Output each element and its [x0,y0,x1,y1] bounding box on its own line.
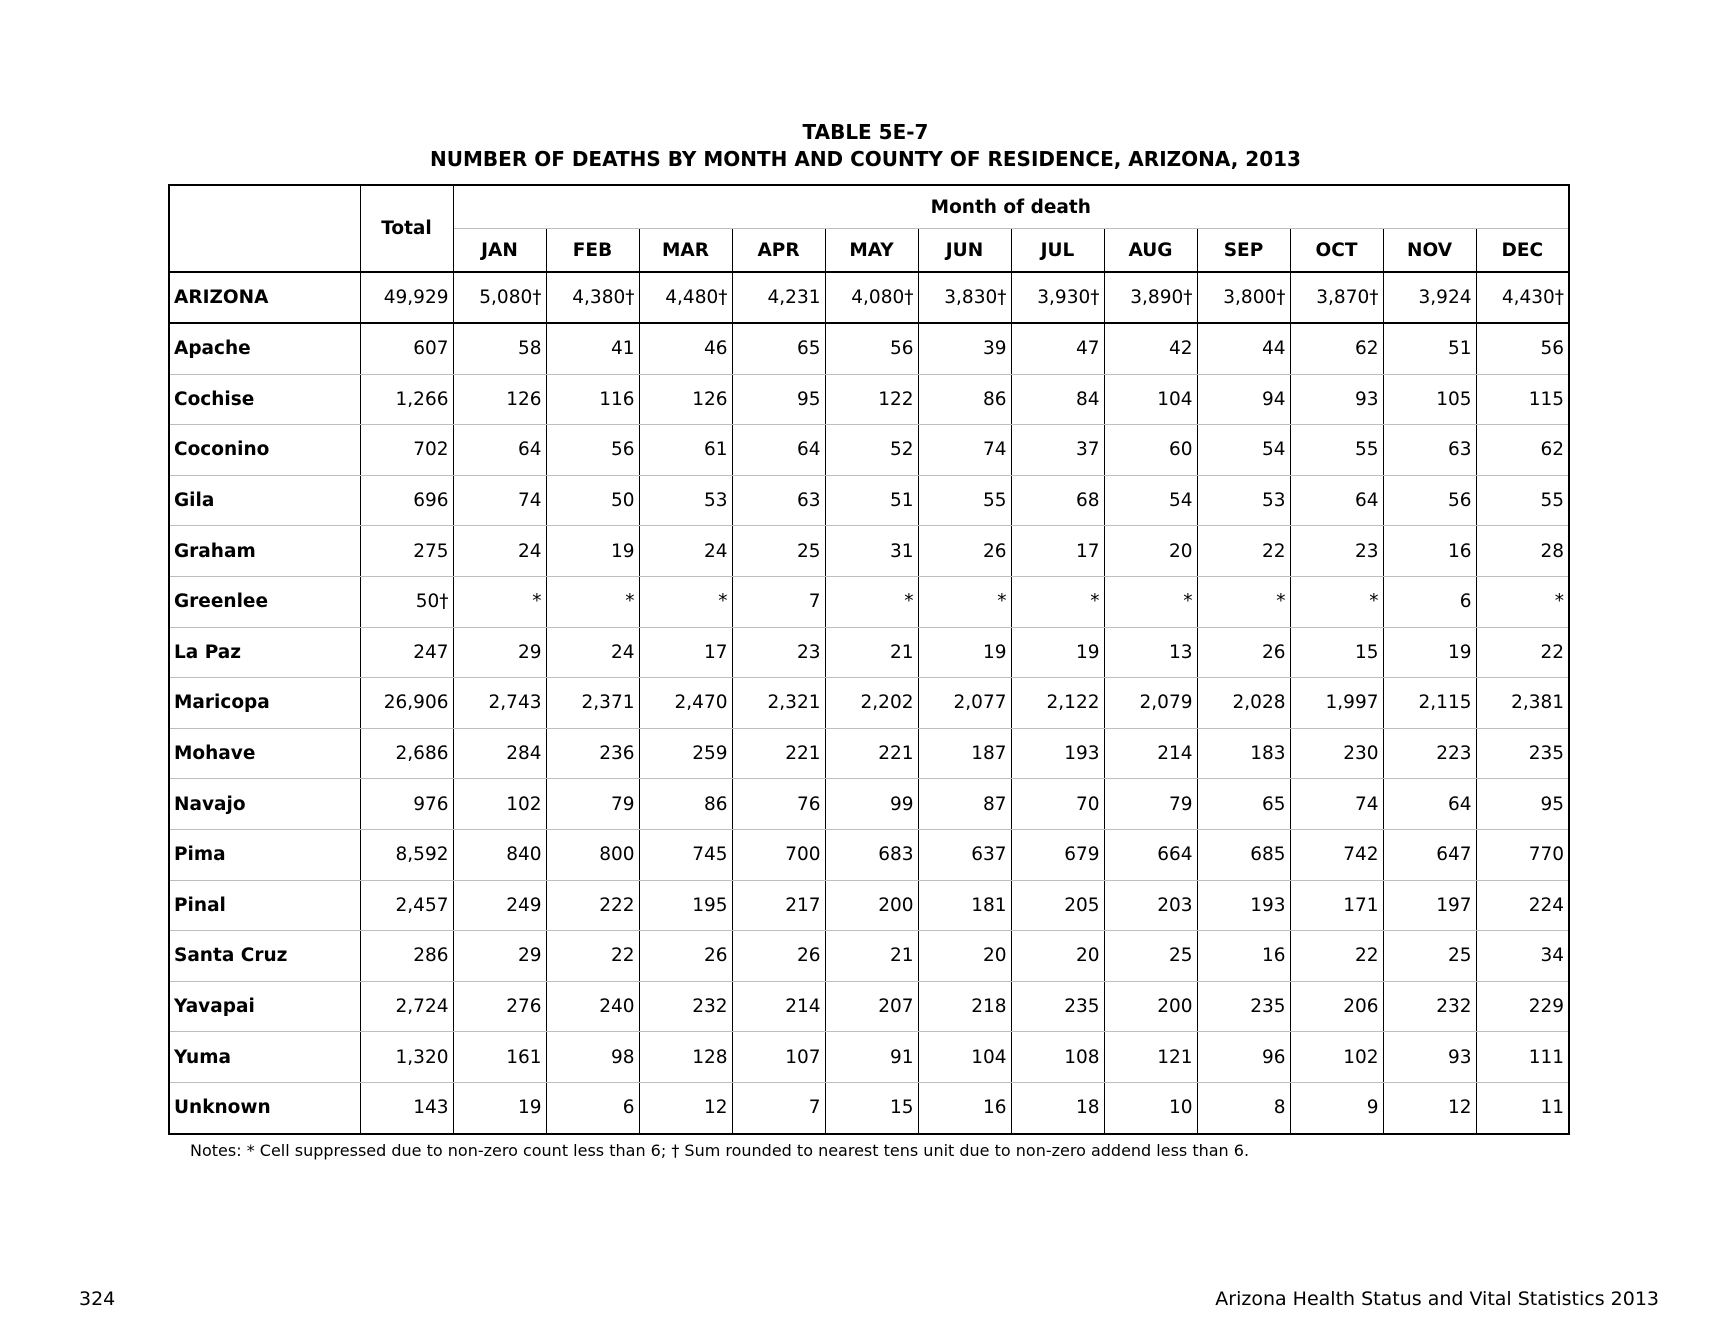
month-cell-aug: 2,079 [1104,678,1197,729]
month-header-dec: DEC [1476,229,1569,273]
month-cell-aug: * [1104,576,1197,627]
month-cell-jul: 17 [1011,526,1104,577]
month-header-jan: JAN [453,229,546,273]
month-cell-dec: 229 [1476,981,1569,1032]
month-cell-apr: 95 [732,374,825,425]
month-cell-mar: 53 [639,475,732,526]
month-cell-jun: 39 [918,323,1011,374]
month-cell-feb: 19 [546,526,639,577]
month-cell-dec: 235 [1476,728,1569,779]
month-cell-jan: 284 [453,728,546,779]
month-cell-aug: 20 [1104,526,1197,577]
month-cell-jun: 181 [918,880,1011,931]
month-cell-aug: 664 [1104,829,1197,880]
month-cell-nov: 647 [1383,829,1476,880]
row-label: Santa Cruz [169,931,360,982]
county-row [169,931,1569,982]
month-cell-apr: 7 [732,576,825,627]
county-row [169,475,1569,526]
month-cell-feb: * [546,576,639,627]
month-cell-jul: 108 [1011,1032,1104,1083]
month-cell-sep: 685 [1197,829,1290,880]
month-cell-feb: 116 [546,374,639,425]
month-cell-may: 51 [825,475,918,526]
month-cell-mar: 195 [639,880,732,931]
month-cell-dec: 111 [1476,1032,1569,1083]
total-cell: 247 [360,627,453,678]
month-cell-jun: 20 [918,931,1011,982]
month-cell-feb: 98 [546,1032,639,1083]
month-cell-apr: 214 [732,981,825,1032]
month-cell-dec: 4,430† [1476,272,1569,323]
month-cell-sep: 22 [1197,526,1290,577]
month-cell-jan: 840 [453,829,546,880]
month-cell-jun: 3,830† [918,272,1011,323]
month-cell-jan: 24 [453,526,546,577]
month-cell-aug: 214 [1104,728,1197,779]
month-cell-feb: 222 [546,880,639,931]
month-cell-nov: 3,924 [1383,272,1476,323]
month-cell-oct: 93 [1290,374,1383,425]
month-cell-may: 221 [825,728,918,779]
month-cell-may: 99 [825,779,918,830]
county-row [169,880,1569,931]
month-cell-sep: 94 [1197,374,1290,425]
month-header-sep: SEP [1197,229,1290,273]
month-cell-jul: 70 [1011,779,1104,830]
month-cell-jan: 64 [453,425,546,476]
month-cell-feb: 24 [546,627,639,678]
month-cell-nov: 63 [1383,425,1476,476]
month-cell-sep: 3,800† [1197,272,1290,323]
total-cell: 26,906 [360,678,453,729]
month-cell-sep: 96 [1197,1032,1290,1083]
month-cell-aug: 42 [1104,323,1197,374]
total-cell: 50† [360,576,453,627]
month-cell-feb: 240 [546,981,639,1032]
total-cell: 2,457 [360,880,453,931]
row-label: Greenlee [169,576,360,627]
month-cell-may: 4,080† [825,272,918,323]
county-row [169,425,1569,476]
month-cell-oct: 9 [1290,1082,1383,1133]
month-cell-may: 91 [825,1032,918,1083]
county-row [169,576,1569,627]
month-cell-aug: 203 [1104,880,1197,931]
month-cell-jan: 29 [453,931,546,982]
county-row [169,779,1569,830]
month-cell-nov: 105 [1383,374,1476,425]
month-cell-mar: 259 [639,728,732,779]
month-cell-aug: 10 [1104,1082,1197,1133]
table-body [169,272,1569,1134]
month-cell-may: 56 [825,323,918,374]
publication-title: Arizona Health Status and Vital Statistics 2013 [1215,1288,1659,1310]
total-cell: 49,929 [360,272,453,323]
row-label: Gila [169,475,360,526]
month-cell-dec: 115 [1476,374,1569,425]
row-label: ARIZONA [169,272,360,323]
month-cell-jul: 3,930† [1011,272,1104,323]
month-cell-mar: 232 [639,981,732,1032]
month-cell-sep: 65 [1197,779,1290,830]
total-cell: 976 [360,779,453,830]
month-cell-aug: 13 [1104,627,1197,678]
month-cell-jul: 20 [1011,931,1104,982]
row-label: Navajo [169,779,360,830]
month-cell-dec: 28 [1476,526,1569,577]
month-cell-mar: 745 [639,829,732,880]
month-cell-jan: 2,743 [453,678,546,729]
month-cell-jun: 16 [918,1082,1011,1133]
month-cell-oct: 171 [1290,880,1383,931]
month-cell-jul: 19 [1011,627,1104,678]
month-cell-jun: 218 [918,981,1011,1032]
month-cell-feb: 22 [546,931,639,982]
county-row [169,526,1569,577]
total-cell: 702 [360,425,453,476]
month-cell-dec: 224 [1476,880,1569,931]
month-cell-sep: 16 [1197,931,1290,982]
month-header-may: MAY [825,229,918,273]
month-cell-dec: 770 [1476,829,1569,880]
month-cell-dec: 22 [1476,627,1569,678]
month-cell-mar: * [639,576,732,627]
month-cell-jun: 19 [918,627,1011,678]
month-cell-nov: 197 [1383,880,1476,931]
month-cell-oct: 55 [1290,425,1383,476]
month-cell-jan: 126 [453,374,546,425]
month-cell-dec: 11 [1476,1082,1569,1133]
month-cell-mar: 46 [639,323,732,374]
month-cell-mar: 24 [639,526,732,577]
month-cell-oct: 15 [1290,627,1383,678]
month-cell-nov: 12 [1383,1082,1476,1133]
table-notes: Notes: * Cell suppressed due to non-zero count less than 6; † Sum rounded to nearest tens unit due to non-zero addend less than 6. [190,1141,1250,1160]
month-cell-jul: * [1011,576,1104,627]
month-cell-feb: 2,371 [546,678,639,729]
month-cell-jun: * [918,576,1011,627]
month-cell-jun: 74 [918,425,1011,476]
table-number: TABLE 5E-7 [802,120,929,144]
month-cell-aug: 3,890† [1104,272,1197,323]
month-cell-jul: 205 [1011,880,1104,931]
month-cell-may: 15 [825,1082,918,1133]
row-label: Yavapai [169,981,360,1032]
month-cell-apr: 76 [732,779,825,830]
month-cell-nov: 19 [1383,627,1476,678]
month-cell-aug: 79 [1104,779,1197,830]
month-cell-jul: 84 [1011,374,1104,425]
row-label: Cochise [169,374,360,425]
month-cell-jan: 276 [453,981,546,1032]
header-row-group [169,185,1569,229]
month-cell-apr: 64 [732,425,825,476]
month-cell-jan: 74 [453,475,546,526]
row-label: Coconino [169,425,360,476]
month-cell-sep: 54 [1197,425,1290,476]
month-cell-dec: 56 [1476,323,1569,374]
total-cell: 2,686 [360,728,453,779]
total-cell: 1,266 [360,374,453,425]
month-cell-oct: 742 [1290,829,1383,880]
total-header: Total [360,185,453,272]
month-cell-nov: 2,115 [1383,678,1476,729]
month-cell-aug: 25 [1104,931,1197,982]
month-cell-sep: 8 [1197,1082,1290,1133]
month-cell-dec: 2,381 [1476,678,1569,729]
month-cell-oct: 23 [1290,526,1383,577]
month-cell-nov: 6 [1383,576,1476,627]
month-header-aug: AUG [1104,229,1197,273]
month-cell-jan: 29 [453,627,546,678]
month-cell-oct: 1,997 [1290,678,1383,729]
month-cell-dec: 34 [1476,931,1569,982]
month-cell-may: 207 [825,981,918,1032]
month-cell-aug: 121 [1104,1032,1197,1083]
month-cell-oct: 22 [1290,931,1383,982]
county-row [169,1082,1569,1133]
page-number: 324 [79,1288,116,1310]
row-label: Pima [169,829,360,880]
month-cell-mar: 12 [639,1082,732,1133]
month-cell-aug: 104 [1104,374,1197,425]
month-cell-feb: 4,380† [546,272,639,323]
month-cell-mar: 4,480† [639,272,732,323]
row-label: Maricopa [169,678,360,729]
month-cell-aug: 54 [1104,475,1197,526]
total-cell: 2,724 [360,981,453,1032]
month-cell-sep: 235 [1197,981,1290,1032]
month-cell-oct: * [1290,576,1383,627]
month-group-header: Month of death [453,185,1569,229]
month-cell-oct: 230 [1290,728,1383,779]
county-row [169,374,1569,425]
county-row [169,728,1569,779]
month-header-jun: JUN [918,229,1011,273]
month-cell-jun: 26 [918,526,1011,577]
month-cell-jan: * [453,576,546,627]
row-label: Pinal [169,880,360,931]
month-cell-jan: 58 [453,323,546,374]
month-cell-may: 122 [825,374,918,425]
month-cell-apr: 4,231 [732,272,825,323]
month-cell-apr: 107 [732,1032,825,1083]
month-cell-nov: 64 [1383,779,1476,830]
row-label-header [169,185,360,272]
month-cell-oct: 3,870† [1290,272,1383,323]
month-cell-apr: 26 [732,931,825,982]
month-cell-jun: 637 [918,829,1011,880]
county-row [169,1032,1569,1083]
row-label: Yuma [169,1032,360,1083]
month-header-feb: FEB [546,229,639,273]
month-cell-jan: 161 [453,1032,546,1083]
month-cell-feb: 800 [546,829,639,880]
month-cell-dec: 55 [1476,475,1569,526]
row-label: Apache [169,323,360,374]
month-cell-feb: 50 [546,475,639,526]
total-cell: 286 [360,931,453,982]
month-cell-mar: 61 [639,425,732,476]
month-cell-mar: 2,470 [639,678,732,729]
month-cell-oct: 74 [1290,779,1383,830]
month-cell-jan: 5,080† [453,272,546,323]
month-cell-feb: 6 [546,1082,639,1133]
month-cell-jul: 679 [1011,829,1104,880]
month-cell-feb: 79 [546,779,639,830]
month-cell-may: 52 [825,425,918,476]
row-label: Mohave [169,728,360,779]
month-cell-jul: 37 [1011,425,1104,476]
table-caption: NUMBER OF DEATHS BY MONTH AND COUNTY OF RESIDENCE, ARIZONA, 2013 [430,147,1301,171]
month-cell-nov: 51 [1383,323,1476,374]
month-cell-jan: 102 [453,779,546,830]
total-cell: 1,320 [360,1032,453,1083]
month-cell-apr: 700 [732,829,825,880]
month-cell-nov: 25 [1383,931,1476,982]
month-cell-jun: 86 [918,374,1011,425]
month-cell-jul: 68 [1011,475,1104,526]
month-header-apr: APR [732,229,825,273]
row-label: La Paz [169,627,360,678]
month-cell-oct: 64 [1290,475,1383,526]
month-cell-mar: 17 [639,627,732,678]
month-cell-nov: 93 [1383,1032,1476,1083]
month-cell-sep: * [1197,576,1290,627]
month-cell-dec: 95 [1476,779,1569,830]
month-cell-mar: 126 [639,374,732,425]
month-cell-jul: 193 [1011,728,1104,779]
total-cell: 696 [360,475,453,526]
month-cell-may: * [825,576,918,627]
month-cell-nov: 223 [1383,728,1476,779]
month-cell-apr: 221 [732,728,825,779]
month-cell-may: 31 [825,526,918,577]
month-cell-nov: 56 [1383,475,1476,526]
month-cell-oct: 62 [1290,323,1383,374]
month-cell-mar: 86 [639,779,732,830]
month-cell-jan: 249 [453,880,546,931]
month-cell-apr: 25 [732,526,825,577]
month-cell-sep: 53 [1197,475,1290,526]
month-cell-mar: 26 [639,931,732,982]
month-cell-dec: 62 [1476,425,1569,476]
month-cell-sep: 44 [1197,323,1290,374]
month-cell-jul: 2,122 [1011,678,1104,729]
month-cell-jan: 19 [453,1082,546,1133]
month-cell-may: 2,202 [825,678,918,729]
county-row [169,829,1569,880]
month-cell-oct: 102 [1290,1032,1383,1083]
month-cell-feb: 56 [546,425,639,476]
county-row [169,323,1569,374]
month-cell-feb: 236 [546,728,639,779]
month-cell-jul: 18 [1011,1082,1104,1133]
month-header-oct: OCT [1290,229,1383,273]
month-cell-jun: 2,077 [918,678,1011,729]
month-cell-may: 21 [825,931,918,982]
row-label: Unknown [169,1082,360,1133]
month-cell-jul: 235 [1011,981,1104,1032]
month-header-mar: MAR [639,229,732,273]
month-cell-may: 21 [825,627,918,678]
month-cell-nov: 232 [1383,981,1476,1032]
row-label: Graham [169,526,360,577]
month-cell-aug: 200 [1104,981,1197,1032]
month-cell-apr: 217 [732,880,825,931]
month-cell-mar: 128 [639,1032,732,1083]
month-cell-jun: 87 [918,779,1011,830]
month-header-nov: NOV [1383,229,1476,273]
month-cell-dec: * [1476,576,1569,627]
state-total-row [169,272,1569,323]
month-cell-sep: 2,028 [1197,678,1290,729]
county-row [169,678,1569,729]
month-cell-apr: 65 [732,323,825,374]
month-cell-feb: 41 [546,323,639,374]
month-cell-sep: 183 [1197,728,1290,779]
total-cell: 275 [360,526,453,577]
month-cell-apr: 2,321 [732,678,825,729]
month-cell-nov: 16 [1383,526,1476,577]
total-cell: 143 [360,1082,453,1133]
month-cell-may: 683 [825,829,918,880]
month-cell-jun: 104 [918,1032,1011,1083]
deaths-table [168,184,1570,1135]
month-cell-apr: 63 [732,475,825,526]
county-row [169,627,1569,678]
month-cell-oct: 206 [1290,981,1383,1032]
total-cell: 8,592 [360,829,453,880]
month-cell-jun: 187 [918,728,1011,779]
county-row [169,981,1569,1032]
table-title [0,119,1731,173]
month-cell-apr: 23 [732,627,825,678]
month-cell-aug: 60 [1104,425,1197,476]
month-cell-jun: 55 [918,475,1011,526]
total-cell: 607 [360,323,453,374]
month-cell-sep: 193 [1197,880,1290,931]
month-cell-jul: 47 [1011,323,1104,374]
month-cell-may: 200 [825,880,918,931]
month-cell-apr: 7 [732,1082,825,1133]
month-header-jul: JUL [1011,229,1104,273]
month-cell-sep: 26 [1197,627,1290,678]
